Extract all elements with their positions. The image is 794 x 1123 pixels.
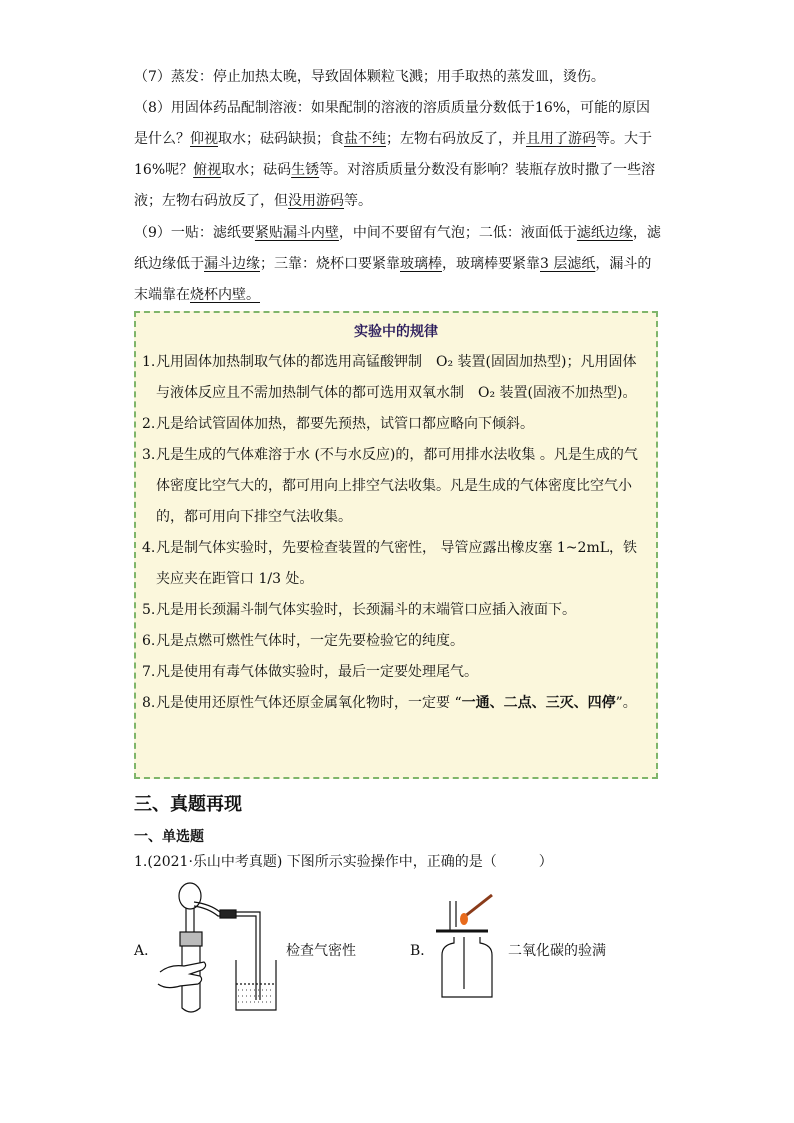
rule-number: 5.	[142, 602, 156, 618]
rule-number: 8.	[142, 695, 156, 711]
item-8-underline-6: 没用游码	[288, 193, 344, 209]
rule-text: 凡是给试管固体加热，都要先预热，试管口都应略向下倾斜。	[156, 416, 534, 432]
rule-text: 凡是用长颈漏斗制气体实验时，长颈漏斗的末端管口应插入液面下。	[156, 602, 576, 618]
item-8	[134, 93, 662, 217]
section-title: 三、真题再现	[134, 794, 242, 815]
question-1: 1.(2021·乐山中考真题) 下图所示实验操作中，正确的是（ ）	[134, 854, 553, 870]
item-8-text-g: 等。	[344, 193, 372, 209]
item-9-text-c: ，滤纸边缘低于	[134, 225, 661, 272]
rule-text: 凡是生成的气体难溶于水 (不与水反应)的，都可用排水法收集 。凡是生成的气体密度比空气大的，都可用向上排空气法收集。凡是生成的气体密度比空气小的，都可用向下排空气法收集。	[156, 447, 638, 525]
rule-item-8	[136, 688, 656, 719]
item-9-text-d: ；三靠：烧杯口要紧靠	[260, 256, 400, 272]
rule-text: 凡是制气体实验时，先要检查装置的气密性， 导管应露出橡皮塞 1~2mL，铁夹应夹在距管口 1/3 处。	[156, 540, 638, 587]
option-b-label: 二氧化碳的验满	[508, 943, 606, 959]
item-9-underline-5: 3 层滤纸	[540, 256, 596, 272]
item-9-text-a: （9）一贴：滤纸要	[134, 225, 255, 241]
item-9-underline-1: 紧贴漏斗内壁	[254, 225, 339, 241]
rule-number: 1.	[142, 354, 156, 370]
figure-co2-bottle	[430, 893, 505, 1003]
rule-number: 4.	[142, 540, 156, 556]
item-8-text-a: （8）用固体药品配制溶液：如果配制的溶液的溶质质量分数低于16%，可能的原因是什么？	[134, 100, 651, 147]
rule-8-text-pre: 凡是使用还原性气体还原金属氧化物时，一定要 “	[156, 695, 462, 711]
subsection-title: 一、单选题	[134, 829, 204, 845]
option-a-letter: A．	[134, 943, 159, 959]
item-8-text-f: 等。对溶质质量分数没有影响？装瓶存放时撒了一些溶液；左物右码放反了，但	[134, 162, 656, 209]
item-8-underline-1: 仰视	[190, 131, 218, 147]
item-8-underline-2: 盐不纯	[344, 131, 386, 147]
figure-airtightness-apparatus	[150, 880, 280, 1020]
rule-item-6	[136, 626, 656, 657]
option-b-letter: B．	[410, 943, 435, 959]
rule-text: 凡是点燃可燃性气体时，一定先要检验它的纯度。	[156, 633, 464, 649]
rule-item-2	[136, 409, 656, 440]
rules-list	[136, 347, 656, 688]
rule-number: 2.	[142, 416, 156, 432]
item-8-text-b: 取水；砝码缺损；食	[218, 131, 344, 147]
item-9-text-f: ，漏斗的末端靠在	[134, 256, 652, 303]
item-7	[134, 62, 662, 93]
item-9-text-b: ，中间不要留有气泡；二低：液面低于	[338, 225, 577, 241]
rule-number: 6.	[142, 633, 156, 649]
item-9-underline-2: 滤纸边缘	[576, 225, 633, 241]
rule-number: 3.	[142, 447, 156, 463]
rule-item-5	[136, 595, 656, 626]
rule-number: 7.	[142, 664, 156, 680]
option-a-label: 检查气密性	[286, 943, 356, 959]
item-8-underline-3: 且用了游码	[526, 131, 596, 147]
rule-item-4	[136, 533, 656, 595]
item-8-underline-5: 生锈	[291, 162, 320, 178]
item-8-text-d: 等。大于 16%呢？	[134, 131, 652, 178]
item-8-underline-4: 俯视	[193, 162, 222, 178]
rules-box	[134, 311, 658, 779]
item-9	[134, 218, 662, 311]
item-8-text-e: 取水；砝码	[221, 162, 292, 178]
rules-box-title: 实验中的规律	[354, 324, 438, 340]
rule-text: 凡用固体加热制取气体的都选用高锰酸钾制 O₂ 装置(固固加热型)；凡用固体与液体反应且不需加热制气体的都可选用双氧水制 O₂ 装置(固液不加热型)。	[156, 354, 637, 401]
rule-8-bold-text: 一通、二点、三灭、四停	[461, 695, 616, 711]
rule-text: 凡是使用有毒气体做实验时，最后一定要处理尾气。	[156, 664, 478, 680]
item-9-underline-4: 玻璃棒	[400, 256, 442, 272]
item-7-text: （7）蒸发：停止加热太晚，导致固体颗粒飞溅；用手取热的蒸发皿，烫伤。	[134, 69, 605, 85]
rule-item-1	[136, 347, 656, 409]
item-9-underline-3: 漏斗边缘	[204, 256, 260, 272]
rule-item-7	[136, 657, 656, 688]
rule-item-3	[136, 440, 656, 533]
item-9-underline-6: 烧杯内壁。	[190, 287, 260, 303]
item-8-text-c: ；左物右码放反了，并	[386, 131, 526, 147]
rule-8-text-post: ”。	[615, 695, 637, 711]
item-9-text-e: ，玻璃棒要紧靠	[442, 256, 540, 272]
